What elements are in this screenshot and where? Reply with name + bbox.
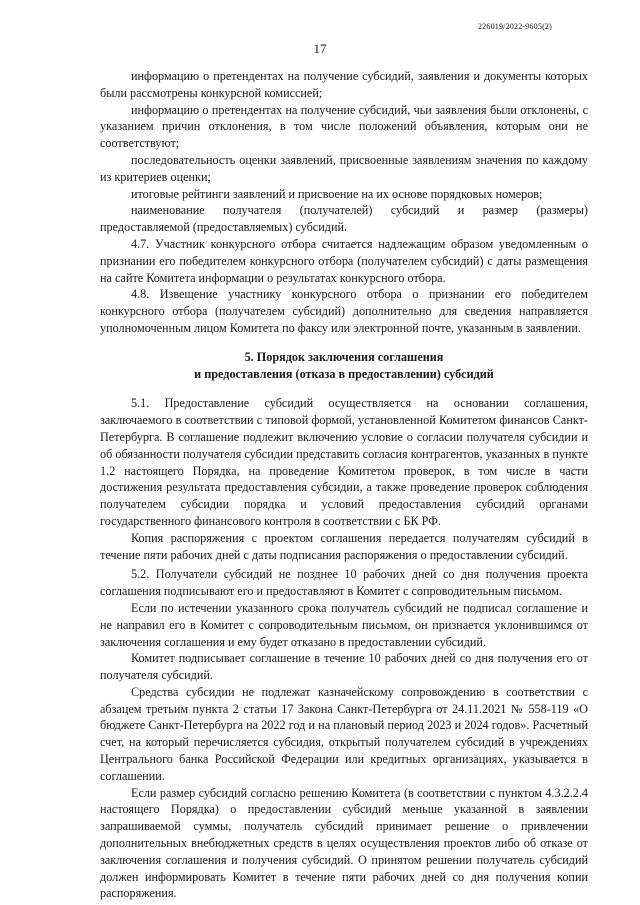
paragraph: итоговые рейтинги заявлений и присвоение на их основе порядковых номеров; (131, 186, 543, 201)
paragraph: 4.8. Извещение участнику конкурсного отбора о признании его победителем конкурсного отбора (получателем субсидий) дополнительно для сведения направляется уполномоченным лицом Комитета по факсу или электронной почте, указанным в заявлении. (100, 287, 588, 335)
paragraph: Средства субсидии не подлежат казначейскому сопровождению в соответствии с абзацем третьим пункта 2 статьи 17 Закона Санкт-Петербурга от 24.11.2021 № 558-119 «О бюджете Санкт-Петербурга на 2022 год и на плановый период 2023 и 2024 годов». Расчетный счет, на который перечисляется субсидия, открытый получателем субсидий в учреждениях Центрального банка Российской Федерации или кредитных организациях, указывается в соглашении. (100, 684, 588, 783)
paragraph: 4.7. Участник конкурсного отбора считается надлежащим образом уведомленным о признании его победителем конкурсного отбора (получателем субсидий) с даты размещения на сайте Комитета информации о результатах конкурсного отбора. (100, 236, 588, 285)
paragraph: 5.1. Предоставление субсидий осуществляется на основании соглашения, заключаемого в соответствии с типовой формой, установленной Комитетом финансов Санкт-Петербурга. В соглашение подлежит включению условие о согласии получателя субсидии и об обязанности получателя субсидии представить согласия контрагентов, указанных в пункте 1.2 настоящего Порядка, на проведение Комитетом проверок, в том числе в части достижения результата предоставления субсидии, а также проведение проверок соблюдения получателем субсидии порядка и условий предоставления субсидий органами государственного финансового контроля в соответствии с БК РФ. (100, 396, 588, 528)
page-number: 17 (313, 41, 327, 56)
paragraph: Если по истечении указанного срока получатель субсидий не подписал соглашение и не направил его в Комитет с сопроводительным письмом, он признается уклонившимся от заключения соглашения и ему будет отказано в предоставлении субсидий. (100, 600, 588, 649)
paragraph: Комитет подписывает соглашение в течение 10 рабочих дней со дня получения его от получателя субсидий. (100, 651, 588, 683)
paragraph: наименование получателя (получателей) субсидий и размер (размеры) предоставляемой (предоставляемых) субсидий. (100, 203, 588, 235)
document-id: 226019/2022-9605(2) (477, 22, 552, 31)
paragraph: информацию о претендентах на получение субсидий, заявления и документы которых были рассмотрены конкурсной комиссией; (100, 69, 588, 100)
paragraph: 5.2. Получатели субсидий не позднее 10 рабочих дней со дня получения проекта соглашения подписывают его и предоставляют в Комитет с сопроводительным письмом. (100, 567, 588, 599)
section-title-line: 5. Порядок заключения соглашения (244, 349, 444, 364)
document-body (100, 68, 588, 902)
section-title-line: и предоставления (отказа в предоставлении) субсидий (194, 366, 494, 381)
section-title (100, 349, 588, 383)
paragraph: Копия распоряжения с проектом соглашения передается получателям субсидий в течение пяти рабочих дней с даты подписания распоряжения о предоставлении субсидий. (100, 530, 588, 562)
paragraph: последовательность оценки заявлений, присвоенные заявлениям значения по каждому из критериев оценки; (100, 152, 588, 184)
paragraph: информацию о претендентах на получение субсидий, чьи заявления были отклонены, с указанием причин отклонения, в том числе положений объявления, которым они не соответствуют; (100, 102, 588, 151)
paragraph: Если размер субсидий согласно решению Комитета (в соответствии с пунктом 4.3.2.2.4 настоящего Порядка) о предоставлении субсидий меньше указанной в заявлении запрашиваемой суммы, получатель субсидий принимает решение о привлечении дополнительных внебюджетных средств в целях осуществления проектов либо об отказе от заключения соглашения и получения субсидий. О принятом решении получатель субсидий должен информировать Комитет в течение пяти рабочих дней со дня получения копии распоряжения. (100, 785, 588, 901)
